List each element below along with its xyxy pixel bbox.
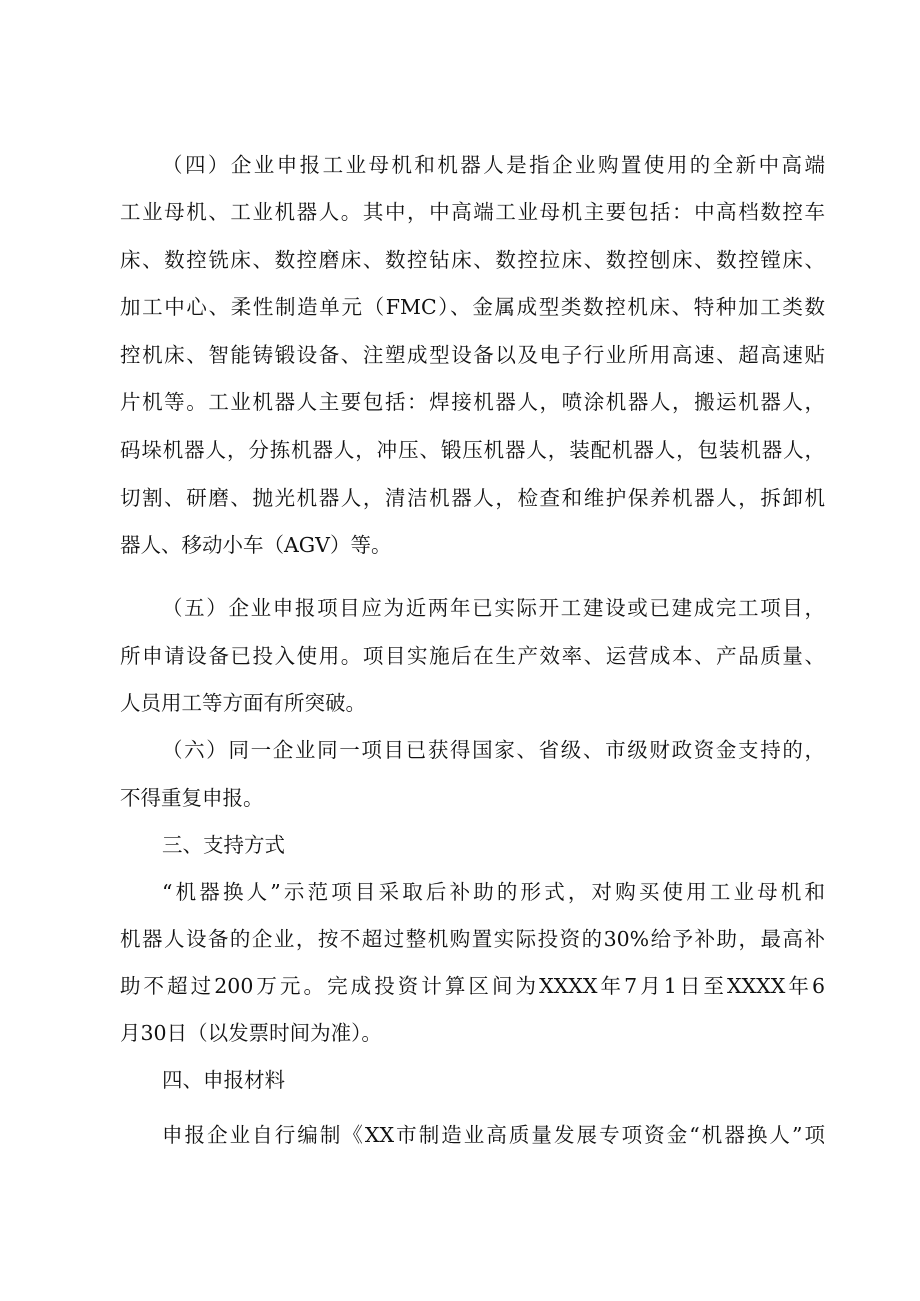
paragraph-5-line-1: （五）企业申报项目应为近两年已实际开工建设或已建成完工项目， (162, 596, 825, 620)
paragraph-4-line-6: 片机等。工业机器人主要包括：焊接机器人，喷涂机器人，搬运机器人， (120, 390, 825, 414)
paragraph-6-line-2: 不得重复申报。 (120, 786, 264, 810)
section-heading-application-materials: 四、申报材料 (162, 1068, 285, 1092)
support-paragraph-line-2: 机器人设备的企业，按不超过整机购置实际投资的30%给予补助，最高补 (120, 927, 825, 951)
paragraph-4-line-8: 切割、研磨、抛光机器人，清洁机器人，检查和维护保养机器人，拆卸机 (120, 486, 825, 510)
paragraph-4-line-2: 工业母机、工业机器人。其中，中高端工业母机主要包括：中高档数控车 (120, 200, 825, 224)
paragraph-4-line-1: （四）企业申报工业母机和机器人是指企业购置使用的全新中高端 (162, 153, 825, 177)
support-paragraph-line-4: 月30日（以发票时间为准）。 (120, 1021, 382, 1045)
paragraph-5-line-3: 人员用工等方面有所突破。 (120, 691, 366, 715)
support-paragraph-line-3: 助不超过200万元。完成投资计算区间为XXXX年7月1日至XXXX年6 (120, 974, 825, 998)
paragraph-5-line-2: 所申请设备已投入使用。项目实施后在生产效率、运营成本、产品质量、 (120, 644, 825, 668)
paragraph-4-line-5: 控机床、智能铸锻设备、注塑成型设备以及电子行业所用高速、超高速贴 (120, 343, 825, 367)
paragraph-6-line-1: （六）同一企业同一项目已获得国家、省级、市级财政资金支持的， (162, 738, 825, 762)
paragraph-4-line-7: 码垛机器人，分拣机器人，冲压、锻压机器人，装配机器人，包装机器人， (120, 438, 825, 462)
paragraph-4-line-4: 加工中心、柔性制造单元（FMC）、金属成型类数控机床、特种加工类数 (120, 295, 825, 319)
paragraph-4-line-9: 器人、移动小车（AGV）等。 (120, 533, 392, 557)
support-paragraph-line-1: “机器换人”示范项目采取后补助的形式，对购买使用工业母机和 (162, 880, 825, 904)
materials-paragraph-line-1: 申报企业自行编制《XX市制造业高质量发展专项资金“机器换人”项 (162, 1123, 825, 1147)
section-heading-support-method: 三、支持方式 (162, 833, 285, 857)
paragraph-4-line-3: 床、数控铣床、数控磨床、数控钻床、数控拉床、数控刨床、数控镗床、 (120, 248, 825, 272)
